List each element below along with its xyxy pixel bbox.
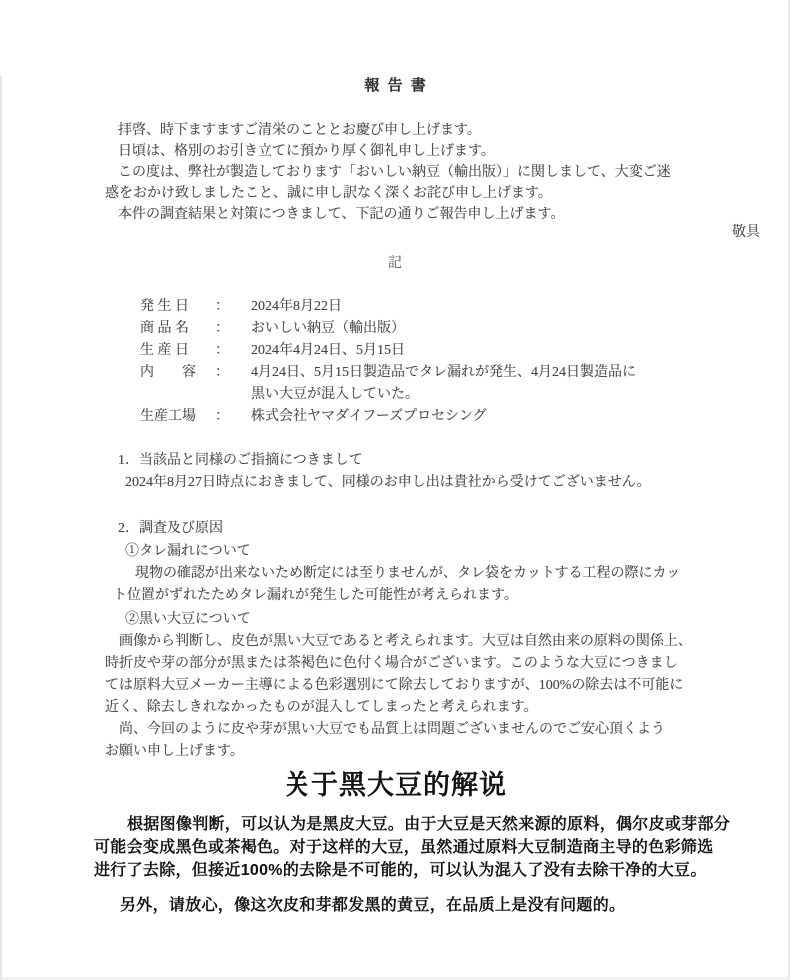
- detail-label: 内 容: [140, 365, 196, 380]
- chinese-reassurance-note: 另外，请放心，像这次皮和芽都发黑的黄豆，在品质上是没有问题的。: [120, 897, 626, 914]
- closing-salutation: 敬具: [732, 225, 760, 240]
- section-2-heading: 2．調査及び原因: [118, 521, 223, 536]
- subsection-black-soybean: [105, 609, 702, 763]
- detail-separator: ：: [215, 409, 229, 424]
- detail-row-product-name: [140, 318, 720, 340]
- detail-row-content: [140, 362, 720, 406]
- detail-value: おいしい納豆（輸出版）: [251, 321, 405, 336]
- detail-row-production-date: [140, 340, 720, 362]
- detail-separator: ：: [215, 321, 229, 336]
- chinese-explanation: [0, 769, 790, 917]
- subsection-black-soybean-body-line: 画像から判断し、皮色が黒い大豆であると考えられます。大豆は自然由来の原料の関係上、: [119, 634, 692, 649]
- subsection-sauce-leak-body-line: ト位置がずれたためタレ漏れが発生した可能性が考えられます。: [113, 588, 518, 603]
- section-1-same-complaints: [0, 450, 790, 494]
- section-1-body: 2024年8月27日時点におきまして、同様のお申し出は貴社から受けてございません。: [125, 475, 651, 490]
- detail-value-line: 黒い大豆が混入していた。: [251, 387, 419, 402]
- document-title: 報告書: [364, 78, 434, 94]
- section-2-investigation-cause: [0, 518, 790, 763]
- chinese-explanation-title: 关于黑大豆的解说: [283, 770, 507, 800]
- chinese-explanation-paragraph: [0, 813, 790, 882]
- greeting-line: 日頃は、格別のお引き立てに預かり厚く御礼申し上げます。: [118, 144, 495, 159]
- chinese-paragraph-line: 可能会变成黑色或茶褐色。对于这样的大豆，虽然通过原料大豆制造商主导的色彩筛选: [94, 839, 714, 856]
- record-marker: 記: [388, 256, 402, 271]
- section-1-heading: 1．当該品と同様のご指摘につきまして: [118, 453, 363, 468]
- subsection-sauce-leak-body-line: 現物の確認が出来ないため断定には至りませんが、タレ袋をカットする工程の際にカッ: [135, 566, 681, 581]
- detail-row-production-plant: [140, 406, 720, 428]
- detail-value: 2024年8月22日: [251, 299, 342, 314]
- detail-label: 発 生 日: [140, 299, 189, 314]
- scan-edge-left: [0, 76, 2, 980]
- subsection-black-soybean-body-line: 近く、除去しきれなかったものが混入してしまったと考えられます。: [105, 700, 538, 715]
- subsection-black-soybean-body-line: 時折皮や芽の部分が黒または茶褐色に色付く場合がございます。このような大豆につきまし: [105, 656, 678, 671]
- subsection-sauce-leak: [105, 541, 702, 607]
- detail-value: 2024年4月24日、5月15日: [251, 343, 405, 358]
- subsection-sauce-leak-heading: ①タレ漏れについて: [125, 544, 251, 559]
- subsection-black-soybean-note-line: 尚、今回のように皮や芽が黒い大豆でも品質上は問題ございませんのでご安心頂くよう: [119, 722, 665, 737]
- detail-row-occurrence-date: [140, 296, 720, 318]
- detail-value: [251, 362, 720, 406]
- incident-details: [0, 296, 790, 428]
- detail-label: 生産工場: [140, 409, 196, 424]
- subsection-black-soybean-body-line: ては原料大豆メーカー主導による色彩選別にて除去しておりますが、100%の除去は不可能に: [105, 678, 684, 693]
- detail-separator: ：: [215, 343, 229, 358]
- detail-value: 株式会社ヤマダイフーズプロセシング: [251, 409, 487, 424]
- detail-separator: ：: [215, 299, 229, 314]
- greeting-line: 拝啓、時下ますますご清栄のこととお慶び申し上げます。: [118, 123, 481, 138]
- subsection-black-soybean-heading: ②黒い大豆について: [125, 612, 251, 627]
- greeting-line: 本件の調査結果と対策につきまして、下記の通りご報告申し上げます。: [118, 207, 565, 222]
- greeting-line: この度は、弊社が製造しております「おいしい納豆（輸出版）」に関しまして、大変ご迷: [118, 165, 671, 180]
- detail-separator: ：: [215, 365, 229, 380]
- greeting-line: 惑をおかけ致しましたこと、誠に申し訳なく深くお詫び申し上げます。: [105, 186, 552, 201]
- detail-label: 生 産 日: [140, 343, 189, 358]
- detail-value-line: 4月24日、5月15日製造品でタレ漏れが発生、4月24日製造品に: [251, 365, 636, 380]
- greeting-paragraphs: [0, 120, 790, 225]
- subsection-black-soybean-note-line: お願い申し上げます。: [105, 744, 244, 759]
- detail-label: 商 品 名: [140, 321, 189, 336]
- chinese-paragraph-line: 进行了去除，但接近100%的去除是不可能的，可以认为混入了没有去除干净的大豆。: [94, 862, 707, 879]
- chinese-paragraph-line: 根据图像判断，可以认为是黑皮大豆。由于大豆是天然来源的原料，偶尔皮或芽部分: [127, 816, 731, 833]
